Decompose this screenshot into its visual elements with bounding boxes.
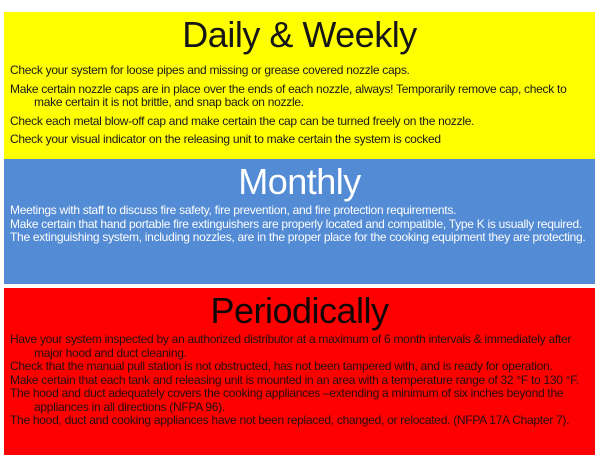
checklist-item: Meetings with staff to discuss fire safety, fire prevention, and fire protection requirements. <box>10 203 457 217</box>
daily-weekly-body <box>4 64 595 147</box>
checklist-item: Make certain nozzle caps are in place over the ends of each nozzle, always! Temporarily remove cap, check to make certain it is not brittle, and snap back on nozzle. <box>10 81 567 109</box>
monthly-title: Monthly <box>238 161 361 202</box>
monthly-body <box>4 204 595 245</box>
periodically-title: Periodically <box>210 290 389 331</box>
periodically-body <box>4 333 595 428</box>
daily-weekly-title: Daily & Weekly <box>182 14 417 55</box>
checklist-item: The hood and duct adequately covers the cooking appliances –extending a minimum of six inches beyond the appliances in all directions (NFPA 96). <box>10 386 564 414</box>
checklist-item: Check each metal blow-off cap and make certain the cap can be turned freely on the nozzle. <box>10 113 475 128</box>
checklist-item: The extinguishing system, including nozzles, are in the proper place for the cooking equipment they are protecting. <box>10 230 586 244</box>
checklist-item: The hood, duct and cooking appliances have not been replaced, changed, or relocated. (NFPA 17A Chapter 7). <box>10 413 570 427</box>
section-monthly <box>4 159 595 284</box>
checklist-item: Check that the manual pull station is not obstructed, has not been tampered with, and is ready for operation. <box>10 359 553 373</box>
checklist-item: Check your visual indicator on the releasing unit to make certain the system is cocked <box>10 132 441 146</box>
checklist-item: Check your system for loose pipes and missing or grease covered nozzle caps. <box>10 63 410 77</box>
checklist-item: Make certain that each tank and releasing unit is mounted in an area with a temperature range of 32 °F to 130 °F. <box>10 372 579 387</box>
checklist-item: Have your system inspected by an authorized distributor at a maximum of 6 month intervals & immediately after major hood and duct cleaning. <box>10 332 572 360</box>
checklist-item: Make certain that hand portable fire extinguishers are properly located and compatible, Type K is usually required. <box>10 216 582 231</box>
section-daily-weekly <box>4 12 595 159</box>
section-periodically <box>4 288 595 455</box>
